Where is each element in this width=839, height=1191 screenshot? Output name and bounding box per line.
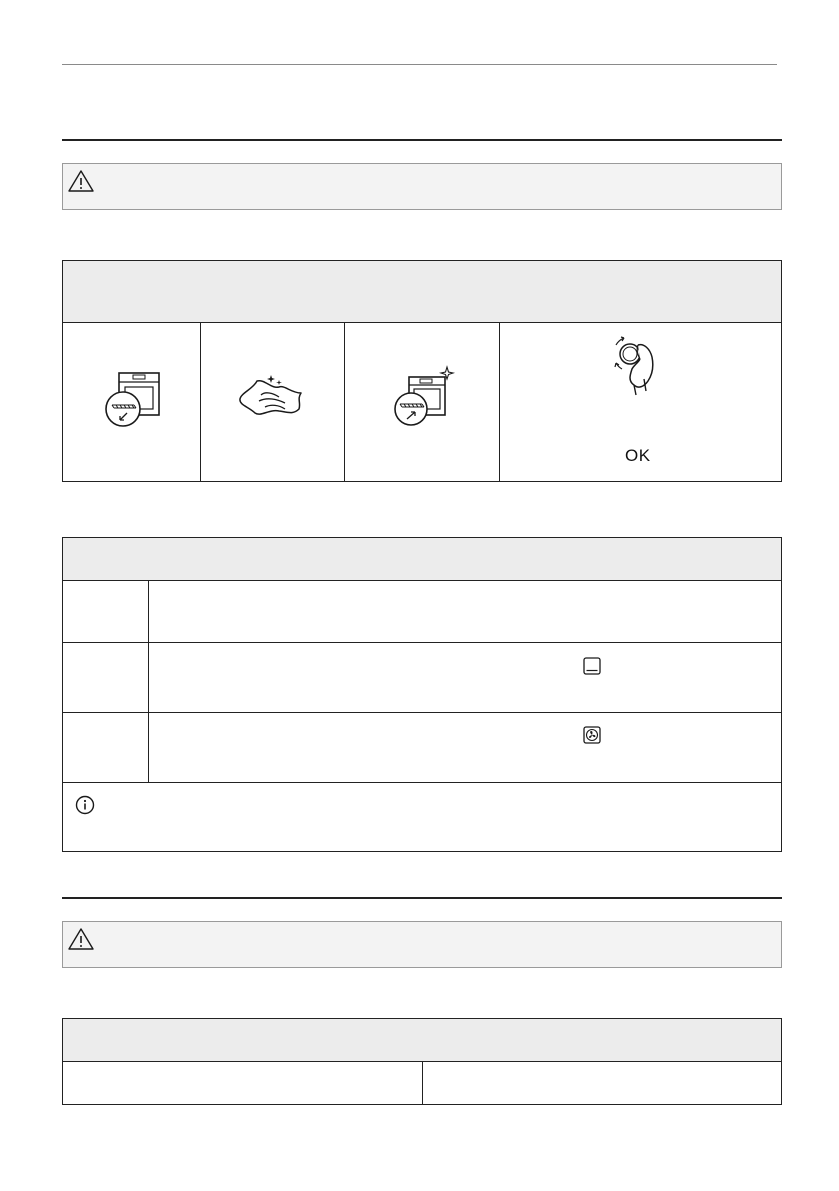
step-1-cell bbox=[103, 369, 163, 431]
fan-button-icon bbox=[583, 726, 601, 744]
table-row bbox=[63, 643, 781, 712]
divider bbox=[499, 323, 500, 481]
ok-label: OK bbox=[625, 446, 651, 465]
divider bbox=[422, 1062, 423, 1104]
options-table-header bbox=[63, 538, 781, 581]
note-row bbox=[63, 783, 781, 851]
bottom-table-header bbox=[63, 1019, 781, 1062]
section-2-rule bbox=[62, 897, 782, 899]
section-1-rule bbox=[62, 139, 782, 141]
info-icon bbox=[75, 795, 95, 815]
steps-table-header bbox=[63, 261, 781, 323]
oven-light-button-icon bbox=[583, 657, 601, 675]
step-3-cell bbox=[391, 365, 457, 429]
cloth-clean-icon bbox=[235, 406, 307, 423]
divider bbox=[344, 323, 345, 481]
bottom-table bbox=[62, 1018, 782, 1105]
knob-turn-hand-icon bbox=[608, 386, 664, 403]
step-4-cell bbox=[608, 335, 664, 399]
step-2-cell bbox=[235, 371, 307, 419]
options-table bbox=[62, 537, 782, 852]
steps-table bbox=[62, 260, 782, 482]
warning-triangle-icon bbox=[67, 926, 95, 952]
divider bbox=[200, 323, 201, 481]
oven-remove-rack-icon bbox=[103, 418, 163, 435]
header-rule bbox=[62, 64, 777, 65]
warning-box-2 bbox=[62, 921, 782, 968]
table-row bbox=[63, 713, 781, 782]
warning-triangle-icon bbox=[67, 168, 95, 194]
oven-insert-rack-icon bbox=[391, 416, 457, 433]
table-row bbox=[63, 581, 781, 642]
warning-box-1 bbox=[62, 163, 782, 210]
